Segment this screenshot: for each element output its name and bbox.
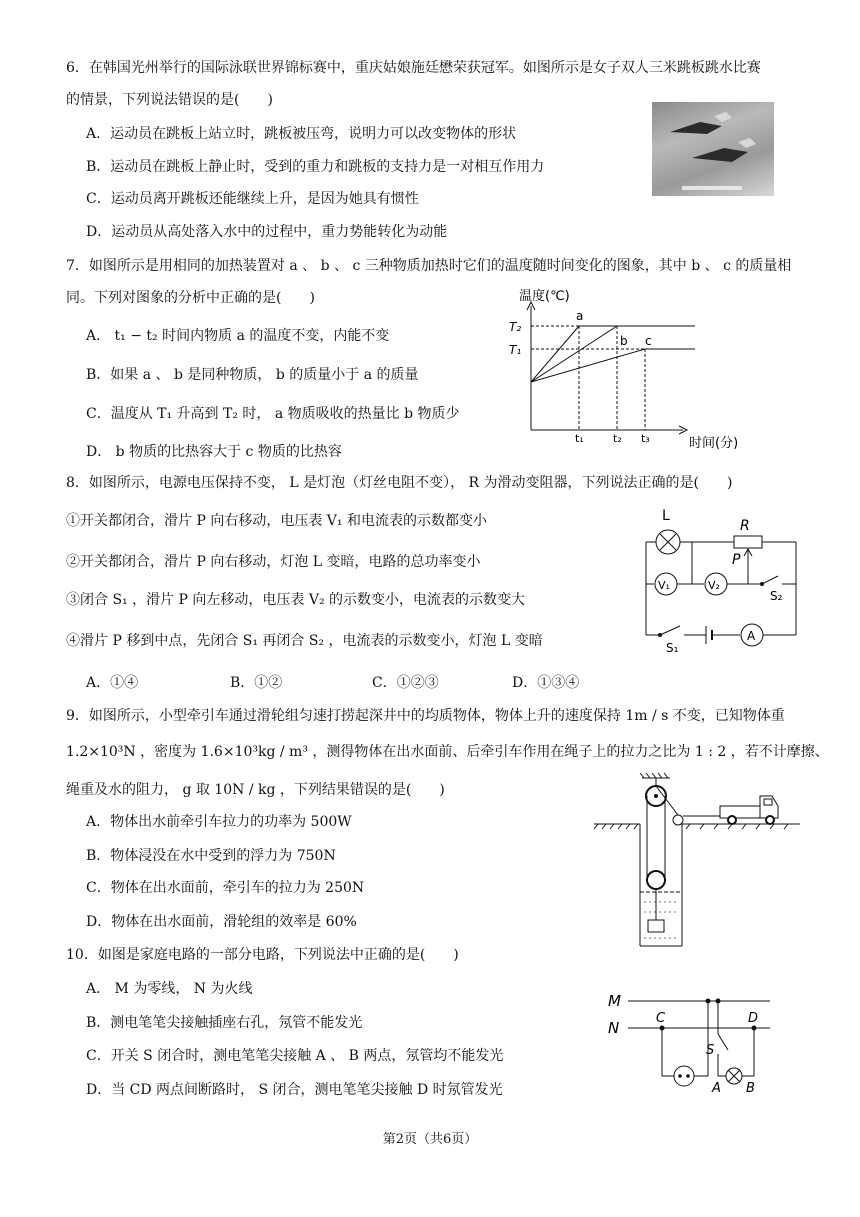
diving-board xyxy=(682,186,742,190)
page-footer: 第2页（共6页） xyxy=(382,1132,478,1147)
q9-stem-line3: 绳重及水的阻力， g 取 10N / kg ，下列结果错误的是( ) xyxy=(66,782,445,798)
q8-choice-d: D．①③④ xyxy=(512,675,580,691)
socket-icon xyxy=(674,1066,694,1086)
q10-stem: 10．如图是家庭电路的一部分电路，下列说法中正确的是( ) xyxy=(66,947,459,963)
q8-statement-1: ①开关都闭合，滑片 P 向右移动，电压表 V₁ 和电流表的示数都变小 xyxy=(66,513,487,529)
label-S: S xyxy=(706,1043,715,1058)
q8-statement-4: ④滑片 P 移到中点，先闭合 S₁ 再闭合 S₂ ，电流表的示数变小，灯泡 L 变暗 xyxy=(66,633,543,649)
label-A: A xyxy=(747,629,756,643)
label-V1: V₁ xyxy=(658,579,670,592)
q6-stem-line2: 的情景，下列说法错误的是( ) xyxy=(66,92,273,108)
switch-S-blade xyxy=(718,1034,728,1050)
curve-label-c: c xyxy=(645,334,652,348)
ground-right-hatch xyxy=(686,824,788,829)
label-L: L xyxy=(662,508,670,524)
divers-image xyxy=(652,102,774,196)
q6-option-d: D．运动员从高处落入水中的过程中，重力势能转化为动能 xyxy=(86,224,448,240)
socket-hole-right xyxy=(686,1074,690,1078)
object-block xyxy=(648,920,664,932)
label-S2: S₂ xyxy=(770,589,783,603)
q7-option-c: C．温度从 T₁ 升高到 T₂ 时， a 物质吸收的热量比 b 物质少 xyxy=(86,406,460,422)
label-P: P xyxy=(732,552,741,568)
q10-option-d: D．当 CD 两点间断路时， S 闭合，测电笔笔尖接触 D 时氖管发光 xyxy=(86,1082,503,1098)
line-c-rise xyxy=(531,349,645,382)
truck-wheel-front xyxy=(766,816,774,824)
q7-option-b: B．如果 a 、 b 是同种物质， b 的质量小于 a 的质量 xyxy=(86,367,419,383)
diving-photo xyxy=(652,102,774,196)
q7-option-a: A． t₁ − t₂ 时间内物质 a 的温度不变，内能不变 xyxy=(86,328,390,344)
q9-option-a: A．物体出水前牵引车拉力的功率为 500W xyxy=(86,814,352,830)
tick-t2: t₂ xyxy=(613,432,622,445)
q7-option-d: D． b 物质的比热容大于 c 物质的比热容 xyxy=(86,444,342,460)
graph-ylabel: 温度(℃) xyxy=(519,289,570,304)
switch-S2-pivot xyxy=(760,582,764,586)
diver-2 xyxy=(692,148,748,162)
q6-stem-line1: 6．在韩国光州举行的国际泳联世界锦标赛中，重庆姑娘施廷懋荣获冠军。如图所示是女子双人三米跳板跳水比赛 xyxy=(66,60,761,76)
q6-option-b: B．运动员在跳板上静止时，受到的重力和跳板的支持力是一对相互作用力 xyxy=(86,159,545,175)
label-S1: S₁ xyxy=(666,641,679,655)
curve-label-b: b xyxy=(620,334,628,348)
switch-S1-pivot xyxy=(658,633,662,637)
truck-wheel-rear xyxy=(728,816,736,824)
q6-option-c: C．运动员离开跳板还能继续上升，是因为她具有惯性 xyxy=(86,191,419,207)
q8-statement-2: ②开关都闭合，滑片 P 向右移动，灯泡 L 变暗，电路的总功率变小 xyxy=(66,554,481,570)
socket-hole-left xyxy=(678,1074,682,1078)
diver-2-head xyxy=(738,138,756,148)
fixed-pulley-axle xyxy=(654,794,658,798)
q10-option-c: C．开关 S 闭合时，测电笔笔尖接触 A 、 B 两点，氖管均不能发光 xyxy=(86,1048,504,1064)
curve-label-a: a xyxy=(576,309,584,323)
q8-circuit-diagram xyxy=(636,500,806,660)
diver-1 xyxy=(670,122,722,134)
line-b-rise xyxy=(531,326,617,382)
diver-1-head xyxy=(714,112,732,122)
q8-stem: 8．如图所示，电源电压保持不变， L 是灯泡（灯丝电阻不变）， R 为滑动变阻器，下列说法正确的是( ) xyxy=(66,475,733,491)
label-B: B xyxy=(746,1081,755,1096)
q9-stem-line2: 1.2×10³N ，密度为 1.6×10³kg / m³ ，测得物体在出水面前、后牵引车作用在绳子上的拉力之比为 1 : 2 ，若不计摩擦、 xyxy=(66,744,829,760)
q8-choice-b: B．①② xyxy=(230,675,283,691)
line-a-rise xyxy=(531,326,579,382)
q7-stem-line2: 同。下列对图象的分析中正确的是( ) xyxy=(66,290,315,306)
pulley-well-diagram xyxy=(594,772,804,950)
tick-t1: t₁ xyxy=(575,432,584,445)
q9-stem-line1: 9．如图所示，小型牵引车通过滑轮组匀速打捞起深井中的均质物体，物体上升的速度保持 1m / s 不变，已知物体重 xyxy=(66,708,785,724)
q9-option-d: D．物体在出水面前，滑轮组的效率是 60% xyxy=(86,914,357,930)
label-R: R xyxy=(740,518,750,534)
q8-statement-3: ③闭合 S₁ ，滑片 P 向左移动，电压表 V₂ 的示数变小，电流表的示数变大 xyxy=(66,592,526,608)
label-V2: V₂ xyxy=(708,579,720,592)
q8-choice-a: A．①④ xyxy=(86,675,139,691)
label-N: N xyxy=(608,1019,620,1037)
q9-option-c: C．物体在出水面前，牵引车的拉力为 250N xyxy=(86,880,365,896)
q10-option-a: A． M 为零线， N 为火线 xyxy=(86,981,253,997)
movable-pulley-icon xyxy=(647,871,665,889)
tick-t3: t₃ xyxy=(641,432,650,445)
label-A: A xyxy=(712,1081,721,1096)
label-T1: T₁ xyxy=(509,343,522,357)
q6-option-a: A．运动员在跳板上站立时，跳板被压弯，说明力可以改变物体的形状 xyxy=(86,126,517,142)
rheostat-icon xyxy=(734,536,762,548)
label-T2: T₂ xyxy=(509,320,522,334)
ground-left-hatch xyxy=(594,824,638,829)
label-M: M xyxy=(608,992,621,1010)
switch-S1-blade xyxy=(660,626,680,635)
household-circuit-diagram xyxy=(606,990,776,1096)
q8-choice-c: C．①②③ xyxy=(372,675,439,691)
q9-option-b: B．物体浸没在水中受到的浮力为 750N xyxy=(86,848,336,864)
switch-S2-blade xyxy=(762,576,778,584)
temperature-time-graph xyxy=(505,284,760,454)
support-hatch xyxy=(640,773,668,778)
q10-option-b: B．测电笔笔尖接触插座右孔，氖管不能发光 xyxy=(86,1015,363,1031)
edge-pulley-icon xyxy=(673,815,683,825)
q7-stem-line1: 7．如图所示是用相同的加热装置对 a 、 b 、 c 三种物质加热时它们的温度随时间变化的图象，其中 b 、 c 的质量相 xyxy=(66,258,792,274)
truck-bed xyxy=(720,806,760,818)
label-C: C xyxy=(656,1011,666,1026)
label-D: D xyxy=(748,1011,759,1026)
graph-xlabel: 时间(分) xyxy=(689,436,739,451)
